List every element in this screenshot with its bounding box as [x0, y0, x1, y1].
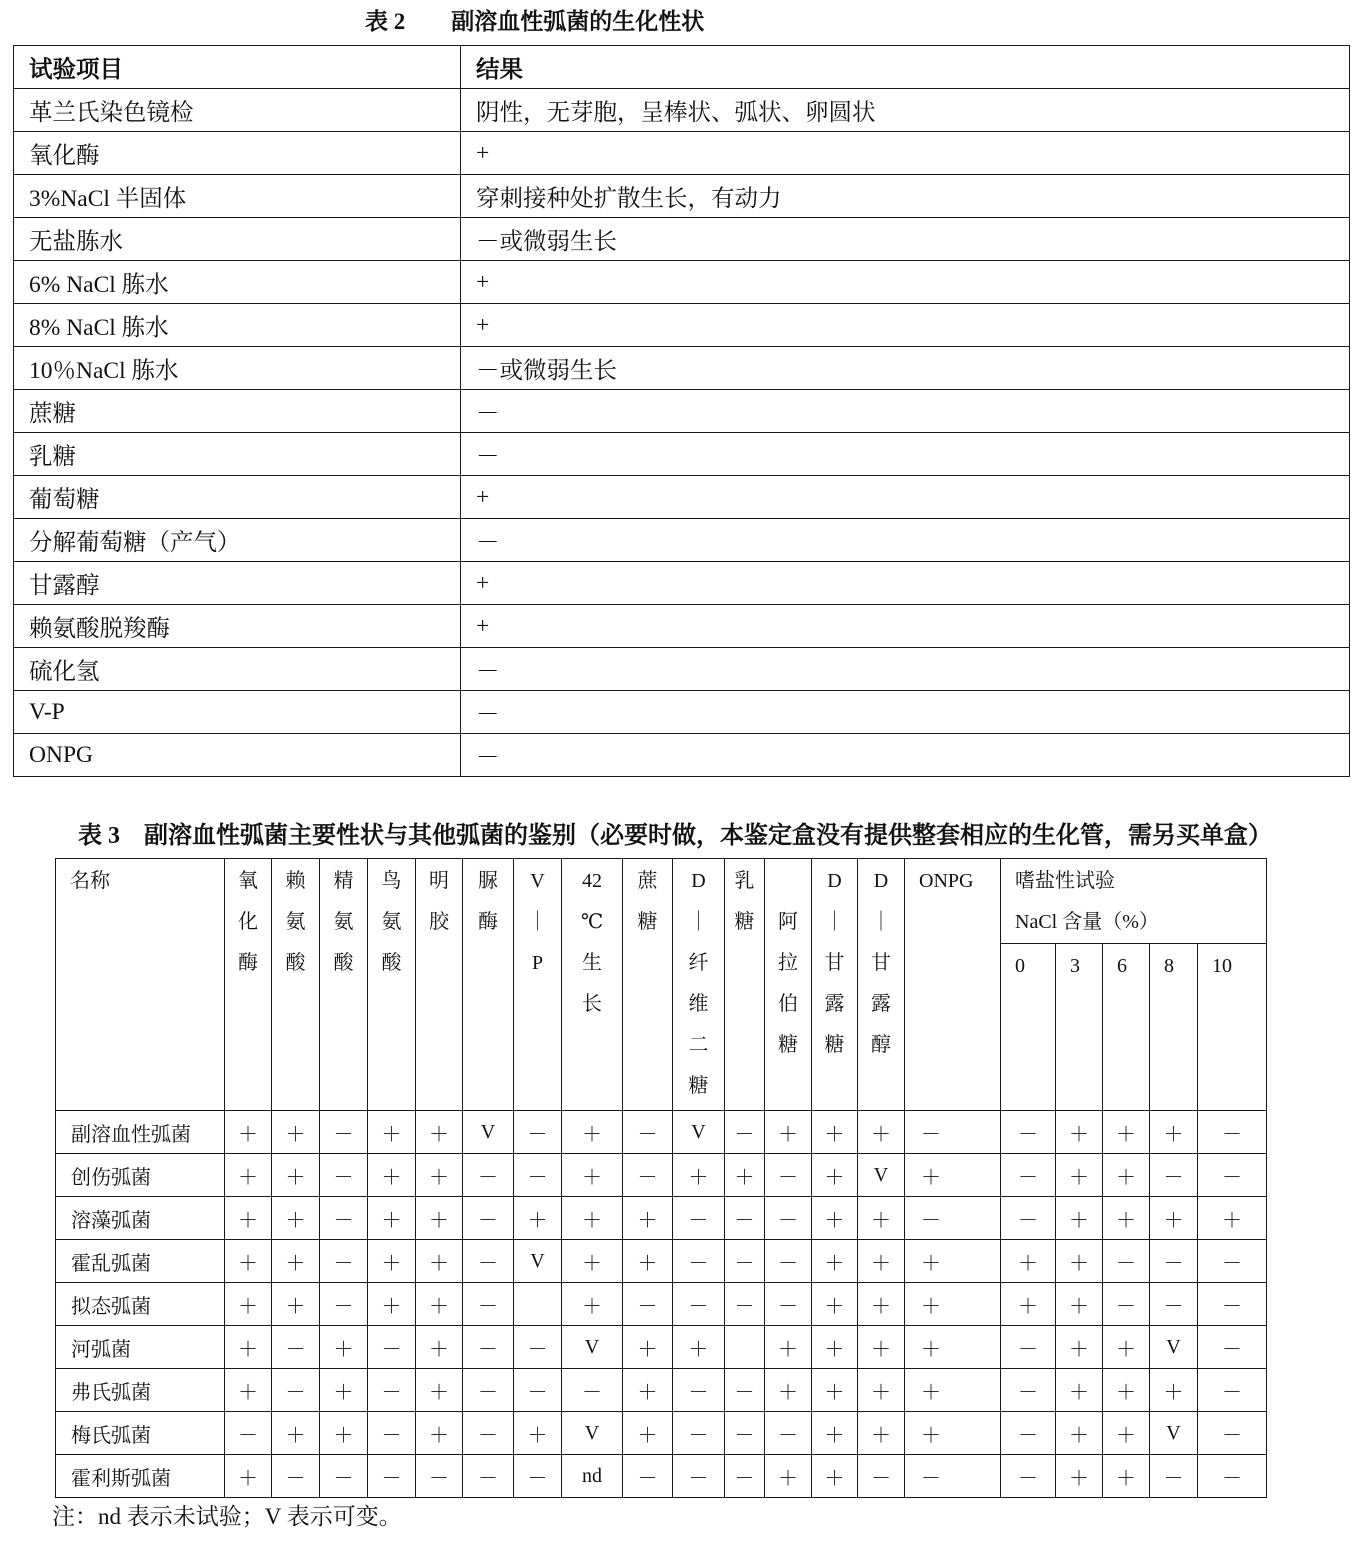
result-arginine: －: [320, 1283, 368, 1326]
result-lactose: －: [725, 1240, 765, 1283]
result-salt-10: －: [1198, 1240, 1267, 1283]
header-salt-test: [1001, 859, 1267, 944]
result-salt-0: －: [1001, 1412, 1056, 1455]
column-header-d-mannose: D ｜ 甘 露 糖: [812, 859, 858, 1111]
result-gelatin: ＋: [416, 1154, 463, 1197]
table2-row: [14, 175, 1350, 218]
result-voges-proskauer: V: [514, 1240, 562, 1283]
result-arabinose: ＋: [765, 1111, 812, 1154]
table2-row: [14, 132, 1350, 175]
column-header-arabinose: 阿 拉 伯 糖: [765, 859, 812, 1111]
result-salt-3: ＋: [1056, 1369, 1103, 1412]
result-arabinose: ＋: [765, 1369, 812, 1412]
column-header-onpg: ONPG: [905, 859, 1001, 1111]
result-arabinose: －: [765, 1197, 812, 1240]
test-item-cell: 无盐胨水: [14, 218, 461, 261]
result-onpg: ＋: [905, 1326, 1001, 1369]
result-oxidase: ＋: [225, 1197, 272, 1240]
result-sucrose: ＋: [623, 1369, 673, 1412]
result-salt-6: ＋: [1103, 1197, 1150, 1240]
result-voges-proskauer: －: [514, 1326, 562, 1369]
table3-row: [56, 1111, 1267, 1154]
salt-test-label: 嗜盐性试验: [1015, 870, 1115, 892]
strain-name-cell: 溶藻弧菌: [56, 1197, 225, 1240]
table2-row: [14, 261, 1350, 304]
table2-row: [14, 648, 1350, 691]
result-salt-0: ＋: [1001, 1283, 1056, 1326]
result-salt-10: ＋: [1198, 1197, 1267, 1240]
table3-row: [56, 1283, 1267, 1326]
column-header-sucrose: 蔗 糖: [623, 859, 673, 1111]
result-salt-10: －: [1198, 1326, 1267, 1369]
result-gelatin: －: [416, 1455, 463, 1498]
column-header-salt-6: 6: [1103, 944, 1150, 1111]
column-header-lysine: 赖 氨 酸: [272, 859, 320, 1111]
test-item-cell: 蔗糖: [14, 390, 461, 433]
result-gelatin: ＋: [416, 1240, 463, 1283]
result-ornithine: ＋: [368, 1283, 416, 1326]
result-d-cellobiose: V: [673, 1111, 725, 1154]
result-lysine: －: [272, 1369, 320, 1412]
column-header-growth-42c: 42 ℃ 生 长: [562, 859, 623, 1111]
result-cell: 穿刺接种处扩散生长，有动力: [461, 175, 1350, 218]
test-item-cell: 革兰氏染色镜检: [14, 89, 461, 132]
result-salt-6: ＋: [1103, 1412, 1150, 1455]
header-test-item: 试验项目: [14, 46, 461, 89]
column-header-d-cellobiose: D ｜ 纤 维 二 糖: [673, 859, 725, 1111]
result-salt-0: －: [1001, 1326, 1056, 1369]
table3-head: [56, 859, 1267, 1111]
result-salt-10: －: [1198, 1369, 1267, 1412]
result-d-mannitol: ＋: [858, 1111, 905, 1154]
result-oxidase: ＋: [225, 1154, 272, 1197]
header-result: 结果: [461, 46, 1350, 89]
table2-row: [14, 304, 1350, 347]
result-salt-8: －: [1150, 1240, 1198, 1283]
column-header-salt-10: 10: [1198, 944, 1267, 1111]
result-voges-proskauer: －: [514, 1369, 562, 1412]
result-growth-42c: ＋: [562, 1111, 623, 1154]
test-item-cell: 8% NaCl 胨水: [14, 304, 461, 347]
result-salt-8: －: [1150, 1283, 1198, 1326]
result-lysine: ＋: [272, 1240, 320, 1283]
result-salt-8: ＋: [1150, 1369, 1198, 1412]
result-arginine: －: [320, 1240, 368, 1283]
nacl-content-label: NaCl 含量（%）: [1015, 911, 1159, 933]
result-cell: －或微弱生长: [461, 347, 1350, 390]
result-sucrose: ＋: [623, 1412, 673, 1455]
result-voges-proskauer: －: [514, 1455, 562, 1498]
result-salt-3: ＋: [1056, 1455, 1103, 1498]
column-header-salt-8: 8: [1150, 944, 1198, 1111]
result-oxidase: ＋: [225, 1326, 272, 1369]
result-salt-0: －: [1001, 1197, 1056, 1240]
table2-head: [14, 46, 1350, 89]
table3-row: [56, 1326, 1267, 1369]
result-onpg: ＋: [905, 1369, 1001, 1412]
result-urease: －: [463, 1412, 514, 1455]
result-d-cellobiose: －: [673, 1455, 725, 1498]
result-onpg: ＋: [905, 1283, 1001, 1326]
result-d-mannitol: ＋: [858, 1369, 905, 1412]
result-growth-42c: V: [562, 1412, 623, 1455]
result-salt-6: ＋: [1103, 1455, 1150, 1498]
result-voges-proskauer: [514, 1283, 562, 1326]
result-sucrose: －: [623, 1111, 673, 1154]
result-salt-0: －: [1001, 1154, 1056, 1197]
result-cell: +: [461, 304, 1350, 347]
column-header-salt-0: 0: [1001, 944, 1056, 1111]
column-header-arginine: 精 氨 酸: [320, 859, 368, 1111]
result-urease: －: [463, 1369, 514, 1412]
result-lactose: －: [725, 1197, 765, 1240]
result-voges-proskauer: －: [514, 1111, 562, 1154]
result-cell: －: [461, 734, 1350, 777]
result-d-mannitol: ＋: [858, 1240, 905, 1283]
result-d-mannose: ＋: [812, 1154, 858, 1197]
test-item-cell: 葡萄糖: [14, 476, 461, 519]
result-lysine: ＋: [272, 1283, 320, 1326]
test-item-cell: 10％NaCl 胨水: [14, 347, 461, 390]
table2-title: 表 2 副溶血性弧菌的生化性状: [365, 9, 705, 34]
table2-row: [14, 390, 1350, 433]
result-d-cellobiose: ＋: [673, 1154, 725, 1197]
column-header-lactose: 乳 糖: [725, 859, 765, 1111]
result-cell: +: [461, 132, 1350, 175]
table3-body: [56, 1111, 1267, 1498]
result-growth-42c: ＋: [562, 1283, 623, 1326]
result-cell: +: [461, 605, 1350, 648]
table3-row: [56, 1369, 1267, 1412]
result-onpg: ＋: [905, 1240, 1001, 1283]
result-urease: V: [463, 1111, 514, 1154]
result-lactose: －: [725, 1283, 765, 1326]
result-arabinose: －: [765, 1240, 812, 1283]
result-ornithine: －: [368, 1369, 416, 1412]
result-arabinose: ＋: [765, 1326, 812, 1369]
result-gelatin: ＋: [416, 1283, 463, 1326]
result-lactose: ＋: [725, 1154, 765, 1197]
result-sucrose: ＋: [623, 1326, 673, 1369]
strain-name-cell: 弗氏弧菌: [56, 1369, 225, 1412]
result-cell: －: [461, 519, 1350, 562]
table2-row: [14, 476, 1350, 519]
result-gelatin: ＋: [416, 1412, 463, 1455]
result-onpg: －: [905, 1111, 1001, 1154]
result-arginine: －: [320, 1455, 368, 1498]
result-lactose: －: [725, 1369, 765, 1412]
result-lactose: －: [725, 1111, 765, 1154]
result-growth-42c: ＋: [562, 1240, 623, 1283]
result-arginine: －: [320, 1154, 368, 1197]
test-item-cell: 3%NaCl 半固体: [14, 175, 461, 218]
result-lysine: ＋: [272, 1197, 320, 1240]
result-gelatin: ＋: [416, 1326, 463, 1369]
result-salt-10: －: [1198, 1111, 1267, 1154]
result-salt-0: －: [1001, 1455, 1056, 1498]
result-salt-3: ＋: [1056, 1154, 1103, 1197]
result-salt-3: ＋: [1056, 1326, 1103, 1369]
result-arabinose: －: [765, 1154, 812, 1197]
column-header-d-mannitol: D ｜ 甘 露 醇: [858, 859, 905, 1111]
result-oxidase: ＋: [225, 1283, 272, 1326]
result-oxidase: ＋: [225, 1455, 272, 1498]
result-sucrose: ＋: [623, 1240, 673, 1283]
result-urease: －: [463, 1326, 514, 1369]
column-header-urease: 脲 酶: [463, 859, 514, 1111]
result-salt-0: ＋: [1001, 1240, 1056, 1283]
vibrio-differentiation-table: [55, 858, 1267, 1498]
result-salt-0: －: [1001, 1369, 1056, 1412]
result-salt-0: －: [1001, 1111, 1056, 1154]
result-ornithine: －: [368, 1455, 416, 1498]
result-growth-42c: ＋: [562, 1154, 623, 1197]
result-d-mannose: ＋: [812, 1197, 858, 1240]
result-ornithine: －: [368, 1326, 416, 1369]
result-arginine: ＋: [320, 1369, 368, 1412]
result-urease: －: [463, 1240, 514, 1283]
result-urease: －: [463, 1154, 514, 1197]
table2-row: [14, 89, 1350, 132]
result-arabinose: －: [765, 1283, 812, 1326]
test-item-cell: V-P: [14, 691, 461, 734]
result-d-mannose: ＋: [812, 1240, 858, 1283]
result-salt-6: ＋: [1103, 1369, 1150, 1412]
result-arginine: ＋: [320, 1412, 368, 1455]
result-onpg: ＋: [905, 1154, 1001, 1197]
result-onpg: －: [905, 1455, 1001, 1498]
result-gelatin: ＋: [416, 1369, 463, 1412]
table2-row: [14, 433, 1350, 476]
result-arginine: ＋: [320, 1326, 368, 1369]
result-lactose: －: [725, 1412, 765, 1455]
result-cell: －: [461, 390, 1350, 433]
column-header-gelatin: 明 胶: [416, 859, 463, 1111]
result-salt-8: －: [1150, 1154, 1198, 1197]
result-voges-proskauer: －: [514, 1154, 562, 1197]
result-d-mannitol: V: [858, 1154, 905, 1197]
result-urease: －: [463, 1283, 514, 1326]
table2-row: [14, 691, 1350, 734]
result-arabinose: ＋: [765, 1455, 812, 1498]
column-header-salt-3: 3: [1056, 944, 1103, 1111]
result-voges-proskauer: ＋: [514, 1412, 562, 1455]
result-ornithine: ＋: [368, 1154, 416, 1197]
result-salt-3: ＋: [1056, 1283, 1103, 1326]
result-oxidase: ＋: [225, 1240, 272, 1283]
result-salt-3: ＋: [1056, 1240, 1103, 1283]
table3-row: [56, 1197, 1267, 1240]
strain-name-cell: 梅氏弧菌: [56, 1412, 225, 1455]
result-oxidase: ＋: [225, 1369, 272, 1412]
column-header-ornithine: 鸟 氨 酸: [368, 859, 416, 1111]
result-cell: －: [461, 648, 1350, 691]
table2-row: [14, 562, 1350, 605]
strain-name-cell: 副溶血性弧菌: [56, 1111, 225, 1154]
result-d-cellobiose: －: [673, 1197, 725, 1240]
result-sucrose: ＋: [623, 1197, 673, 1240]
result-arginine: －: [320, 1197, 368, 1240]
table3-title: 表 3 副溶血性弧菌主要性状与其他弧菌的鉴别（必要时做，本鉴定盒没有提供整套相应的生化管，需另买单盒）: [78, 823, 1272, 849]
result-lysine: ＋: [272, 1154, 320, 1197]
table2-body: [14, 89, 1350, 777]
result-sucrose: －: [623, 1283, 673, 1326]
result-salt-8: V: [1150, 1326, 1198, 1369]
result-cell: －: [461, 691, 1350, 734]
result-salt-3: ＋: [1056, 1111, 1103, 1154]
test-item-cell: ONPG: [14, 734, 461, 777]
table3-note: 注：nd 表示未试验；V 表示可变。: [52, 1504, 402, 1529]
result-d-cellobiose: ＋: [673, 1326, 725, 1369]
result-ornithine: ＋: [368, 1240, 416, 1283]
result-salt-6: ＋: [1103, 1154, 1150, 1197]
result-lactose: －: [725, 1455, 765, 1498]
result-d-cellobiose: －: [673, 1240, 725, 1283]
result-urease: －: [463, 1197, 514, 1240]
result-lysine: ＋: [272, 1111, 320, 1154]
result-sucrose: －: [623, 1154, 673, 1197]
result-d-mannose: ＋: [812, 1326, 858, 1369]
table3-row: [56, 1154, 1267, 1197]
result-d-mannitol: －: [858, 1455, 905, 1498]
table2-row: [14, 347, 1350, 390]
result-salt-6: ＋: [1103, 1326, 1150, 1369]
result-d-cellobiose: －: [673, 1283, 725, 1326]
result-arginine: －: [320, 1111, 368, 1154]
result-gelatin: ＋: [416, 1197, 463, 1240]
result-salt-10: －: [1198, 1154, 1267, 1197]
result-salt-6: ＋: [1103, 1111, 1150, 1154]
result-salt-8: ＋: [1150, 1111, 1198, 1154]
result-d-mannose: ＋: [812, 1283, 858, 1326]
result-oxidase: －: [225, 1412, 272, 1455]
result-lysine: －: [272, 1326, 320, 1369]
header-name: 名称: [56, 859, 225, 1111]
table2-header-row: [14, 46, 1350, 89]
result-salt-8: －: [1150, 1455, 1198, 1498]
result-ornithine: ＋: [368, 1111, 416, 1154]
strain-name-cell: 创伤弧菌: [56, 1154, 225, 1197]
result-arabinose: －: [765, 1412, 812, 1455]
result-cell: +: [461, 476, 1350, 519]
result-salt-10: －: [1198, 1283, 1267, 1326]
result-growth-42c: nd: [562, 1455, 623, 1498]
table3-row: [56, 1240, 1267, 1283]
result-salt-6: －: [1103, 1240, 1150, 1283]
result-cell: +: [461, 562, 1350, 605]
table3-row: [56, 1412, 1267, 1455]
result-salt-8: V: [1150, 1412, 1198, 1455]
result-salt-3: ＋: [1056, 1197, 1103, 1240]
result-d-mannose: ＋: [812, 1455, 858, 1498]
result-d-mannose: ＋: [812, 1369, 858, 1412]
result-onpg: ＋: [905, 1412, 1001, 1455]
result-salt-6: －: [1103, 1283, 1150, 1326]
result-ornithine: ＋: [368, 1197, 416, 1240]
result-salt-10: －: [1198, 1455, 1267, 1498]
result-d-mannitol: ＋: [858, 1412, 905, 1455]
test-item-cell: 乳糖: [14, 433, 461, 476]
strain-name-cell: 霍乱弧菌: [56, 1240, 225, 1283]
strain-name-cell: 拟态弧菌: [56, 1283, 225, 1326]
result-salt-8: ＋: [1150, 1197, 1198, 1240]
strain-name-cell: 河弧菌: [56, 1326, 225, 1369]
test-item-cell: 硫化氢: [14, 648, 461, 691]
result-growth-42c: －: [562, 1369, 623, 1412]
result-salt-3: ＋: [1056, 1412, 1103, 1455]
result-d-cellobiose: －: [673, 1412, 725, 1455]
table3-header-row: [56, 859, 1267, 944]
test-item-cell: 赖氨酸脱羧酶: [14, 605, 461, 648]
table2-row: [14, 218, 1350, 261]
table2-row: [14, 519, 1350, 562]
strain-name-cell: 霍利斯弧菌: [56, 1455, 225, 1498]
column-header-oxidase: 氧 化 酶: [225, 859, 272, 1111]
result-growth-42c: ＋: [562, 1197, 623, 1240]
result-voges-proskauer: ＋: [514, 1197, 562, 1240]
column-header-voges-proskauer: V ｜ P: [514, 859, 562, 1111]
result-cell: －或微弱生长: [461, 218, 1350, 261]
result-d-mannitol: ＋: [858, 1326, 905, 1369]
result-cell: －: [461, 433, 1350, 476]
result-lysine: －: [272, 1455, 320, 1498]
table2-row: [14, 734, 1350, 777]
result-d-mannose: ＋: [812, 1111, 858, 1154]
result-cell: 阴性，无芽胞，呈棒状、弧状、卵圆状: [461, 89, 1350, 132]
table2-row: [14, 605, 1350, 648]
result-lysine: ＋: [272, 1412, 320, 1455]
result-d-mannose: ＋: [812, 1412, 858, 1455]
result-growth-42c: V: [562, 1326, 623, 1369]
result-cell: +: [461, 261, 1350, 304]
result-sucrose: －: [623, 1455, 673, 1498]
result-d-cellobiose: －: [673, 1369, 725, 1412]
test-item-cell: 氧化酶: [14, 132, 461, 175]
biochemical-properties-table: [13, 45, 1350, 777]
result-onpg: －: [905, 1197, 1001, 1240]
result-d-mannitol: ＋: [858, 1283, 905, 1326]
table3-row: [56, 1455, 1267, 1498]
result-urease: －: [463, 1455, 514, 1498]
result-d-mannitol: ＋: [858, 1197, 905, 1240]
result-gelatin: ＋: [416, 1111, 463, 1154]
result-oxidase: ＋: [225, 1111, 272, 1154]
result-salt-10: －: [1198, 1412, 1267, 1455]
test-item-cell: 甘露醇: [14, 562, 461, 605]
test-item-cell: 分解葡萄糖（产气）: [14, 519, 461, 562]
result-lactose: [725, 1326, 765, 1369]
test-item-cell: 6% NaCl 胨水: [14, 261, 461, 304]
result-ornithine: －: [368, 1412, 416, 1455]
